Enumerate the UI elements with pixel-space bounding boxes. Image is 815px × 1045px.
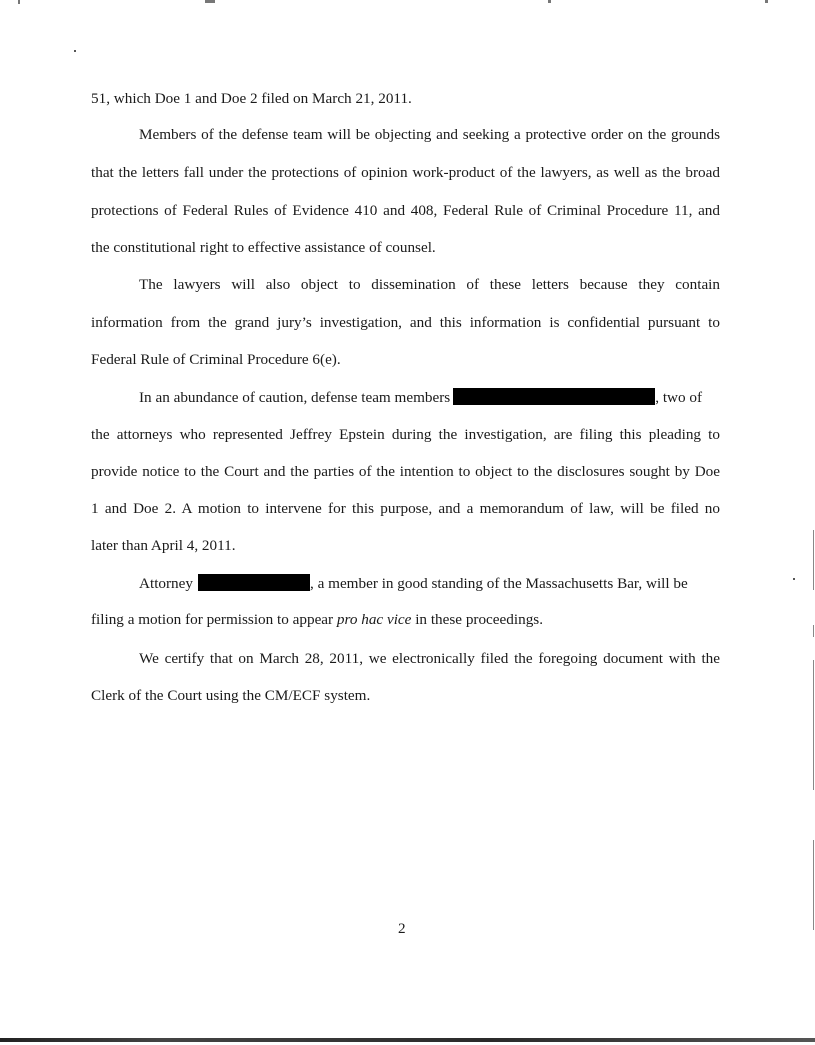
line-text: that the letters fall under the protections of opinion work-product of the lawyers, as well as the broad <box>91 164 720 181</box>
scan-edge <box>813 530 814 590</box>
line-text: information from the grand jury’s investigation, and this information is confidential pursuant to <box>91 314 720 331</box>
text-line <box>91 351 720 369</box>
text-line <box>91 500 720 518</box>
line-text: Federal Rule of Criminal Procedure 6(e). <box>91 351 341 368</box>
text-line <box>91 164 720 182</box>
text-line <box>139 126 720 144</box>
redaction-box <box>453 388 655 405</box>
line-text: the attorneys who represented Jeffrey Epstein during the investigation, are filing this pleading to <box>91 426 720 443</box>
scan-edge <box>813 660 814 790</box>
line-text: provide notice to the Court and the parties of the intention to object to the disclosures sought by Doe <box>91 463 720 480</box>
scan-mark <box>18 0 20 4</box>
page-number: 2 <box>398 920 406 937</box>
line-text: In an abundance of caution, defense team members <box>139 389 451 406</box>
text-line <box>139 276 720 294</box>
text-line <box>91 537 720 555</box>
line-text: The lawyers will also object to dissemination of these letters because they contain <box>139 276 720 293</box>
line-text: later than April 4, 2011. <box>91 537 236 554</box>
line-text: Attorney <box>139 575 193 592</box>
line-text: Members of the defense team will be objecting and seeking a protective order on the grounds <box>139 126 720 143</box>
line-text: the constitutional right to effective assistance of counsel. <box>91 239 436 256</box>
text-line <box>91 239 720 257</box>
text-line <box>139 574 720 593</box>
scan-edge <box>813 625 814 637</box>
line-text-italic: pro hac vice <box>336 611 412 628</box>
text-line <box>91 687 720 705</box>
scan-edge <box>813 840 814 930</box>
line-text: , two of <box>655 389 703 406</box>
line-text: , a member in good standing of the Massachusetts Bar, will be <box>310 575 688 592</box>
line-text: filing a motion for permission to appear <box>91 611 337 628</box>
line-text: We certify that on March 28, 2011, we electronically filed the foregoing document with the <box>139 650 720 667</box>
line-text: protections of Federal Rules of Evidence 410 and 408, Federal Rule of Criminal Procedure 11, and <box>91 202 720 219</box>
scan-speck <box>74 50 76 52</box>
line-text: 51, which Doe 1 and Doe 2 filed on March 21, 2011. <box>91 90 412 107</box>
line-text: in these proceedings. <box>411 611 543 628</box>
scan-speck <box>793 578 795 580</box>
text-line <box>91 611 720 629</box>
scan-bottom-edge <box>0 1038 815 1042</box>
text-line <box>139 388 720 407</box>
text-line <box>91 463 720 481</box>
scan-mark <box>765 0 768 3</box>
line-text: 1 and Doe 2. A motion to intervene for this purpose, and a memorandum of law, will be filed no <box>91 500 720 517</box>
line-text: Clerk of the Court using the CM/ECF system. <box>91 687 371 704</box>
text-line <box>91 426 720 444</box>
scan-mark <box>548 0 551 3</box>
text-line <box>91 314 720 332</box>
text-line <box>139 650 720 668</box>
text-line <box>91 90 720 108</box>
text-line <box>91 202 720 220</box>
scan-mark <box>205 0 215 3</box>
redaction-box <box>198 574 310 591</box>
